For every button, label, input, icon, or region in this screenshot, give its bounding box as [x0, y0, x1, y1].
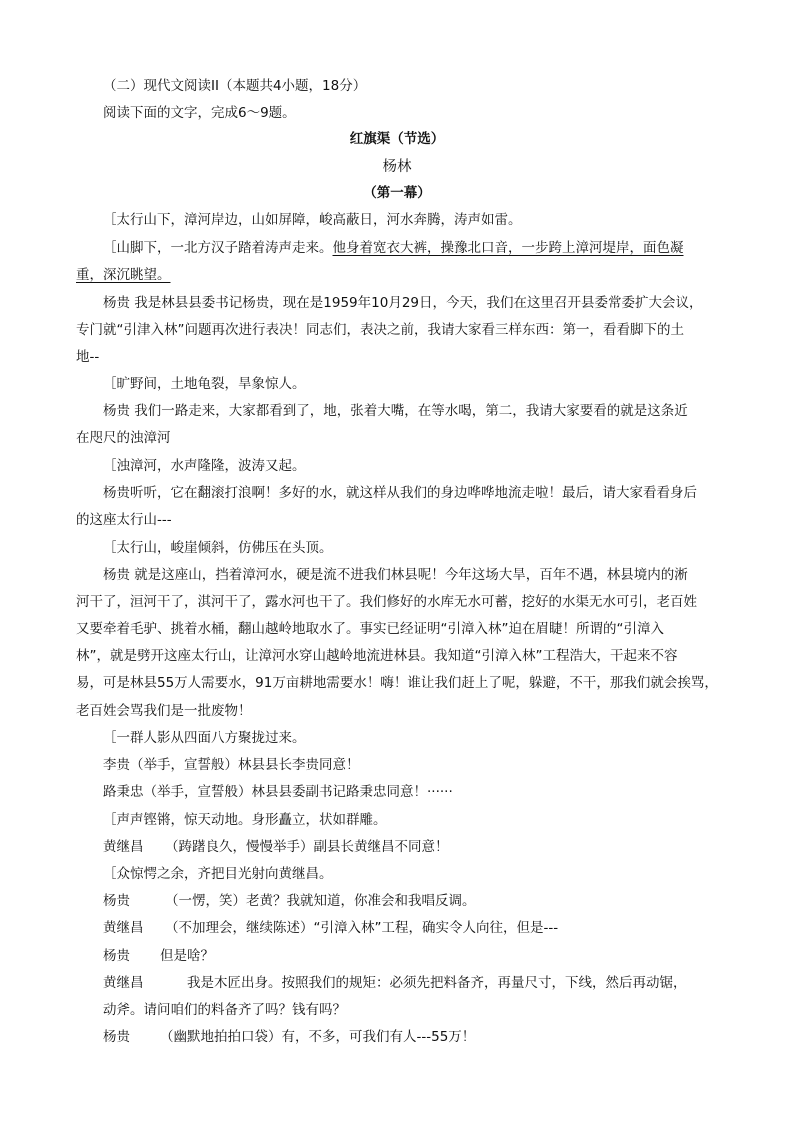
section-header: （二）现代文阅读II（本题共4小题，18分） — [103, 78, 367, 94]
dialogue-line: 老百姓会骂我们是一批废物！ — [76, 703, 252, 719]
speaker-name: 黄继昌 — [103, 975, 144, 991]
dialogue-line: 又要牵着毛驴、挑着水桶，翻山越岭地取水了。事实已经证明“引漳入林”迫在眉睫！所谓的“引漳入 — [76, 621, 664, 637]
dialogue-text: （幽默地拍拍口袋）有，不多，可我们有人---55万！ — [160, 1029, 476, 1045]
dialogue-line: 杨贵 就是这座山，挡着漳河水，硬是流不进我们林县呢！今年这场大旱，百年不遇，林县境内的淅 — [103, 567, 688, 583]
dialogue-line — [103, 837, 449, 857]
dialogue-line: 专门就“引津入林”问题再次进行表决！同志们，表决之前，我请大家看三样东西：第一，看看脚下的土 — [76, 322, 684, 338]
dialogue-line: 的这座太行山--- — [76, 512, 172, 528]
dialogue-line: 李贵（举手，宣誓般）林县县长李贵同意！ — [103, 757, 360, 773]
dialogue-line: 林”，就是劈开这座太行山，让漳河水穿山越岭地流进林县。我知道“引漳入林”工程浩大，干起来不容 — [76, 648, 678, 664]
dialogue-text: （踌躇良久，慢慢举手）副县长黄继昌不同意！ — [165, 839, 449, 855]
dialogue-line — [103, 918, 558, 938]
passage-title: 红旗渠（节选） — [349, 131, 445, 147]
stage-direction: ［众惊愕之余，齐把目光射向黄继昌。 — [103, 866, 333, 882]
speaker-name: 杨贵 — [103, 948, 130, 964]
stage-direction: ［一群人影从四面八方聚拢过来。 — [103, 730, 306, 746]
speaker-name: 杨贵 — [103, 893, 130, 909]
dialogue-line: 河干了，洹河干了，淇河干了，露水河也干了。我们修好的水库无水可蓄，挖好的水渠无水可引，老百姓 — [76, 594, 697, 610]
dialogue-line — [103, 1027, 475, 1047]
dialogue-line: 杨贵 我是林县县委书记杨贵，现在是1959年10月29日，今天，我们在这里召开县委常委扩大会议， — [103, 295, 703, 311]
dialogue-line — [103, 946, 214, 966]
underlined-passage: 他身着宽衣大裤，操豫北口音，一步跨上漳河堤岸，面色凝 — [332, 240, 684, 256]
dialogue-line: 路秉忠（举手，宣誓般）林县县委副书记路秉忠同意！······ — [103, 784, 453, 800]
stage-direction: ［太行山下，漳河岸边，山如屏障，峻高蔽日，河水奔腾，涛声如雷。 — [103, 212, 522, 228]
dialogue-line: 杨贵 我们一路走来，大家都看到了，地，张着大嘴，在等水喝，第二，我请大家要看的就是这条近 — [103, 403, 688, 419]
stage-direction — [103, 238, 684, 258]
speaker-name: 黄继昌 — [103, 839, 144, 855]
speaker-name: 杨贵 — [103, 1029, 130, 1045]
dialogue-line — [103, 891, 476, 911]
act-heading: （第一幕） — [363, 185, 431, 201]
stage-direction: ［太行山，峻崖倾斜，仿佛压在头顶。 — [103, 540, 333, 556]
dialogue-line: 动斧。请问咱们的料备齐了吗？钱有吗？ — [103, 1002, 346, 1018]
speaker-name: 黄继昌 — [103, 920, 144, 936]
dialogue-line: 地-- — [76, 349, 100, 365]
underlined-passage: 重，深沉眺望。 — [76, 267, 171, 283]
stage-direction-continuation — [76, 265, 171, 285]
dialogue-line: 在咫尺的浊漳河 — [76, 430, 171, 446]
dialogue-line: 易，可是林县55万人需要水，91万亩耕地需要水！嗨！谁让我们赶上了呢，躲避，不干，那我们就会挨骂， — [76, 675, 718, 691]
dialogue-line: 杨贵听听，它在翻滚打浪啊！多好的水，就这样从我们的身边哗哗地流走啦！最后，请大家看看身后 — [103, 485, 697, 501]
dialogue-text: （不加理会，继续陈述）“引漳入林”工程，确实令人向往，但是--- — [165, 920, 559, 936]
dialogue-line — [103, 973, 687, 993]
instruction: 阅读下面的文字，完成6～9题。 — [103, 105, 296, 121]
author: 杨林 — [382, 159, 412, 175]
dialogue-text: （一愣，笑）老黄？我就知道，你准会和我唱反调。 — [165, 893, 476, 909]
dialogue-text: 但是啥？ — [160, 948, 214, 964]
stage-direction: ［声声铿锵，惊天动地。身形矗立，状如群雕。 — [103, 812, 387, 828]
stage-direction: ［浊漳河，水声隆隆，波涛又起。 — [103, 458, 306, 474]
stage-direction: ［旷野间，土地龟裂，旱象惊人。 — [103, 376, 306, 392]
dialogue-text: 我是木匠出身。按照我们的规矩：必须先把料备齐，再量尺寸，下线，然后再动锯， — [187, 975, 687, 991]
stage-direction-text: ［山脚下，一北方汉子踏着涛声走来。 — [103, 240, 333, 256]
